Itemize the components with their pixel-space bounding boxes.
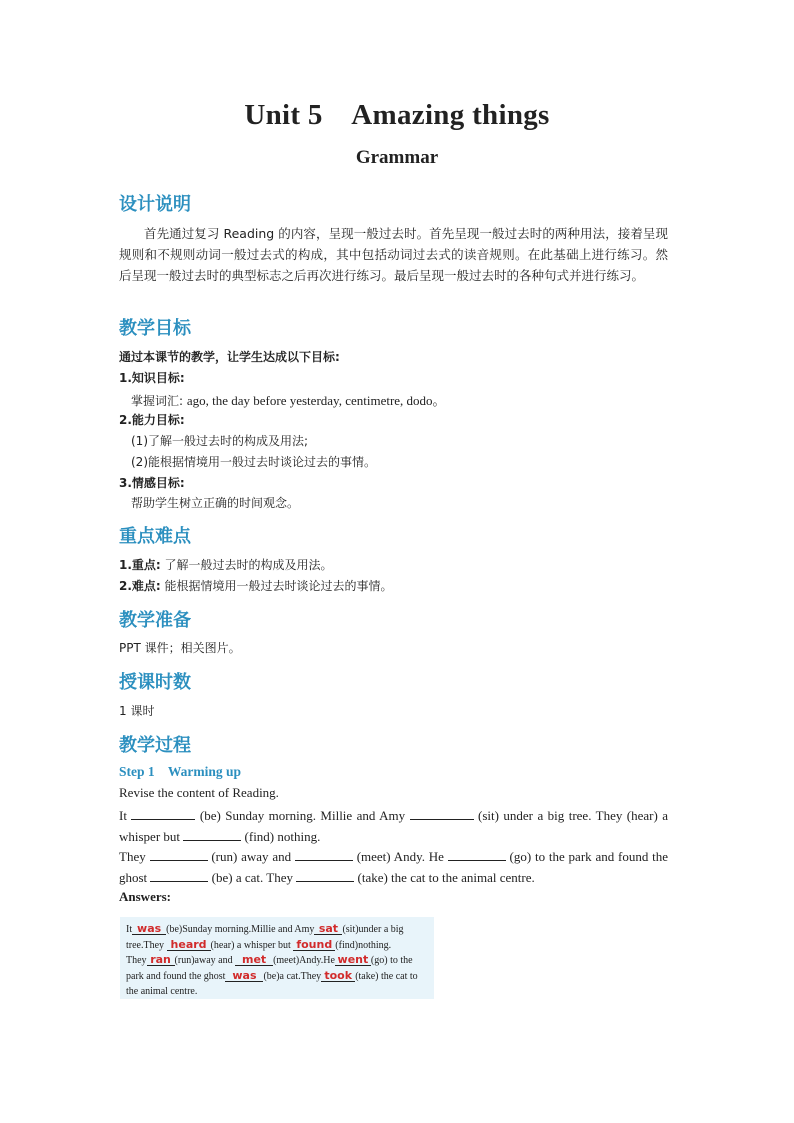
blank (150, 869, 208, 882)
ability-label: 2.能力目标: (119, 413, 185, 427)
answer-took: took (321, 970, 355, 982)
answer-sat: sat (314, 923, 342, 935)
hours-heading: 授课时数 (119, 672, 191, 693)
knowledge-label: 1.知识目标: (119, 371, 185, 385)
answer-ran: ran (147, 954, 175, 966)
answer-seg: (take) the cat to the animal centre. (126, 970, 418, 998)
ex-seg: They (119, 849, 146, 864)
blank (150, 848, 208, 861)
answer-met: met (235, 954, 273, 966)
ex-seg: (go) to the park and found the ghost (119, 849, 669, 885)
ex-seg: It (119, 808, 127, 823)
step1-title: Step 1 Warming up (119, 764, 242, 779)
blank (131, 807, 195, 820)
blank (296, 869, 354, 882)
emotion-label: 3.情感目标: (119, 476, 185, 490)
difficult-point (119, 577, 393, 594)
answer-seg: They (126, 955, 147, 967)
answer-seg: (run)away and (174, 955, 233, 967)
ability-item-2: (2)能根据情境用一般过去时谈论过去的事情。 (131, 455, 376, 469)
answer-seg: (be)a cat.They (263, 970, 322, 982)
answer-seg: (go) to the park and found the ghost (126, 955, 413, 982)
knowledge-words: ago, the day before yesterday, centimetre, dodo。 (186, 393, 446, 408)
goals-heading: 教学目标 (119, 318, 191, 339)
key-point (119, 556, 333, 573)
answers-box (120, 917, 434, 999)
ex-seg: (take) the cat to the animal centre. (357, 869, 535, 885)
blank (448, 848, 506, 861)
difficult-label: 2.难点: (119, 579, 161, 593)
goals-intro: 通过本课节的教学，让学生达成以下目标: (119, 350, 340, 364)
ex-seg: (run) away and (211, 849, 292, 864)
answer-seg: It (126, 924, 133, 935)
blank (410, 807, 474, 820)
answer-was-1: was (132, 923, 166, 935)
process-heading: 教学过程 (119, 735, 191, 756)
blank (183, 828, 241, 841)
ex-seg: (be) Sunday morning. Millie and Amy (199, 808, 406, 823)
exercise-text (119, 806, 668, 888)
ex-seg: (sit) under a big tree. They (hear) a whisper but (119, 808, 669, 844)
answer-seg: (meet)Andy.He (273, 955, 335, 967)
answer-heard: heard (167, 939, 211, 951)
key-points-heading: 重点难点 (119, 526, 191, 547)
knowledge-zh: 掌握词汇: (131, 394, 187, 408)
answer-was-2: was (225, 970, 263, 982)
prep-heading: 教学准备 (119, 610, 191, 631)
answer-seg: (sit)under a big tree.They (126, 924, 404, 951)
answer-seg: (hear) a whisper but (210, 939, 291, 951)
unit-title: Unit 5 Amazing things (244, 99, 550, 131)
ex-seg: (meet) Andy. He (356, 849, 444, 864)
hours-text: 1 课时 (119, 704, 155, 718)
prep-text: PPT 课件；相关图片。 (119, 641, 241, 655)
answer-seg: (find)nothing. (335, 939, 392, 951)
ex-seg: (be) a cat. They (211, 869, 293, 885)
emotion-item-1: 帮助学生树立正确的时间观念。 (131, 496, 300, 510)
answer-seg: (be)Sunday morning.Millie and Amy (166, 924, 315, 935)
design-heading: 设计说明 (119, 194, 191, 215)
knowledge-text (131, 390, 446, 409)
answers-label: Answers: (119, 889, 171, 904)
key-text: 了解一般过去时的构成及用法。 (164, 558, 333, 572)
blank (295, 848, 353, 861)
difficult-text: 能根据情境用一般过去时谈论过去的事情。 (164, 579, 393, 593)
key-label: 1.重点: (119, 558, 161, 572)
design-text: 首先通过复习 Reading 的内容，呈现一般过去时。首先呈现一般过去时的两种用法，接着呈现规则和不规则动词一般过去式的构成，其中包括动词过去式的读音规则。在此基础上进行练习。然后呈现一般过去时的典型标志之后再次进行练习。最后呈现一般过去时的各种句式并进行练习。 (119, 226, 668, 283)
ex-seg: (find) nothing. (244, 828, 321, 844)
ability-item-1: (1)了解一般过去时的构成及用法; (131, 434, 309, 448)
answer-went: went (335, 954, 371, 966)
lesson-subtitle: Grammar (355, 147, 439, 168)
revise-text: Revise the content of Reading. (119, 785, 279, 800)
answer-found: found (293, 939, 335, 951)
